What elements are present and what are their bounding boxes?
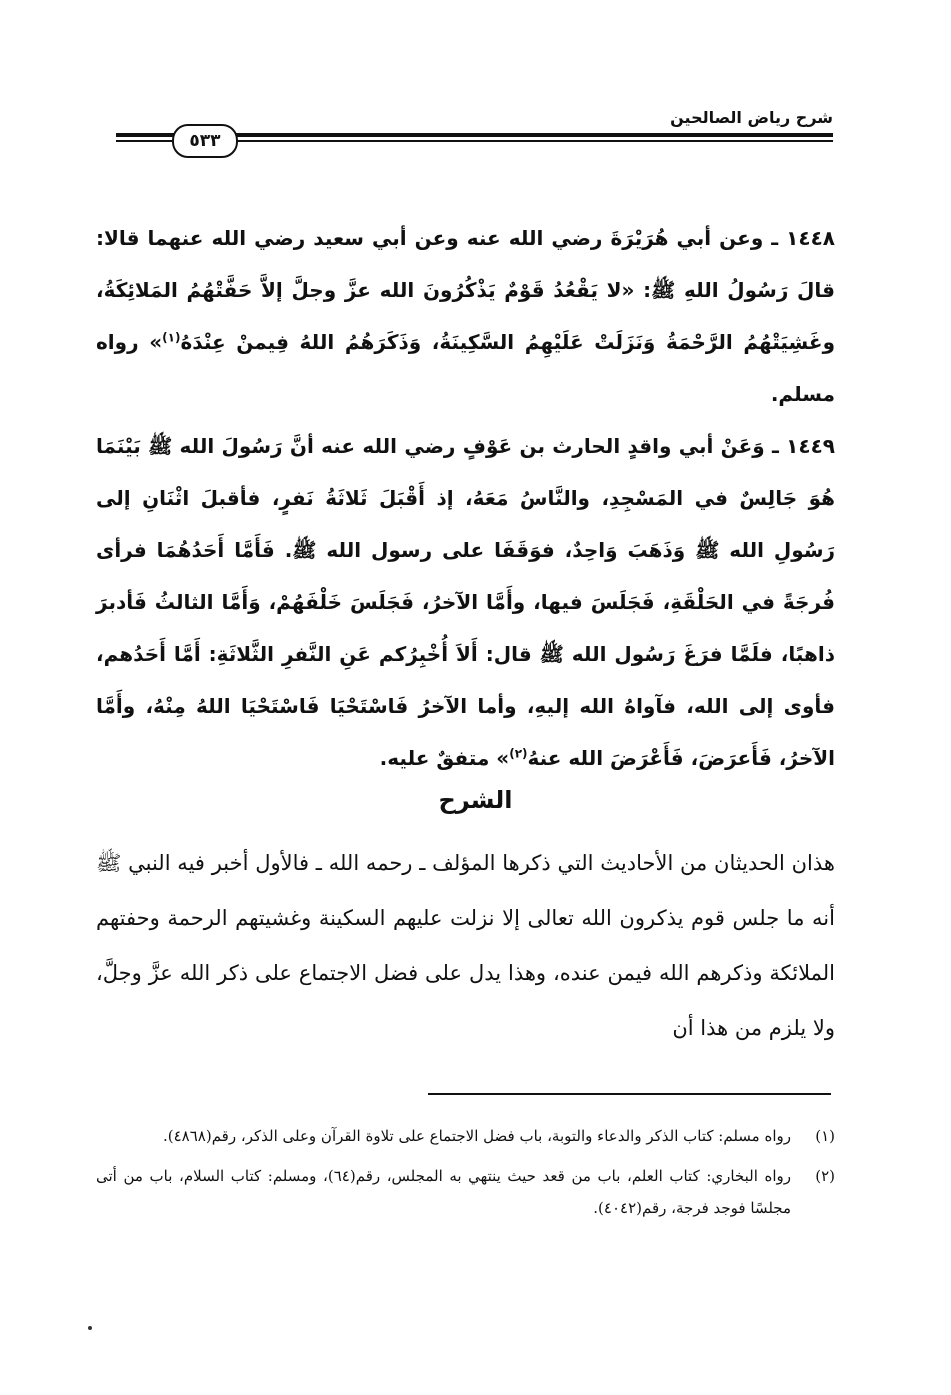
footnotes [96,1120,835,1232]
commentary-paragraph: هذان الحديثان من الأحاديث التي ذكرها المؤلف ـ رحمه الله ـ فالأول أخبر فيه النبي ﷺ أنه ما جلس قوم يذكرون الله تعالى إلا نزلت عليهم السكينة وغشيتهم الرحمة وحفتهم الملائكة وذكرهم الله فيمن عنده، وهذا يدل على فضل الاجتماع على ذكر الله عزَّ وجلَّ، ولا يلزم من هذا أن [96,851,835,1040]
footnote-text: رواه مسلم: كتاب الذكر والدعاء والتوبة، باب فضل الاجتماع على تلاوة القرآن وعلى الذكر، رقم(٤٨٦٨). [162,1127,791,1145]
hadith-1449 [96,420,835,784]
hadith-tail: » متفقٌ عليه. [379,746,510,770]
footnote-1 [96,1120,835,1152]
hadith-text: ١٤٤٩ ـ وَعَنْ أبي واقدٍ الحارث بن عَوْفٍ رضي الله عنه أنَّ رَسُولَ الله ﷺ بَيْنَمَا هُوَ جَالِسٌ في المَسْجِدِ، والنَّاسُ مَعَهُ، إذ أَقْبَلَ ثَلاثَةُ نَفرٍ، فأقبلَ اثْنَانِ إلى رَسُولِ الله ﷺ وَذَهَبَ وَاحِدٌ، فوَقَفَا على رسول الله ﷺ. فَأَمَّا أَحَدُهُمَا فرأى فُرجَةً في الحَلْقَةِ، فَجَلَسَ فيها، وأَمَّا الآخرُ، فَجَلَسَ خَلْفَهُمْ، وَأَمَّا الثالثُ فَأدبرَ ذاهبًا، فلَمَّا فرَغَ رَسُول الله ﷺ قال: أَلاَ أُخْبِرُكم عَنِ النَّفرِ الثَّلاثَةِ: أَمَّا أَحَدُهم، فأوى إلى الله، فآواهُ الله إليهِ، وأما الآخرُ فَاسْتَحْيَا فَاسْتَحْيَا اللهُ مِنْهُ، وأَمَّا الآخرُ، فَأَعرَضَ، فَأَعْرَضَ الله عنهُ [96,434,835,770]
running-title: شرح رياض الصالحين [670,108,833,127]
page-number: ٥٣٣ [172,124,238,158]
footnote-rule [428,1093,831,1095]
hadith-text: ١٤٤٨ ـ وعن أبي هُرَيْرَةَ رضي الله عنه وعن أبي سعيد رضي الله عنهما قالا: قالَ رَسُولُ اللهِ ﷺ: «لا يَقْعُدُ قَوْمٌ يَذْكُرُونَ الله عزَّ وجلَّ إلاَّ حَفَّتْهُمُ المَلائِكَةُ، وغَشِيَتْهُمُ الرَّحْمَةُ وَنَزَلَتْ عَلَيْهِمُ السَّكِينَةُ، وَذَكَرَهُمُ اللهُ فِيمنْ عِنْدَهُ [96,226,835,354]
hadith-1448 [96,212,835,420]
footnote-text: رواه البخاري: كتاب العلم، باب من قعد حيث ينتهي به المجلس، رقم(٦٤)، ومسلم: كتاب السلام، باب من أتى مجلسًا فوجد فرجة، رقم(٤٠٤٢). [96,1167,792,1217]
footnote-2 [96,1160,835,1224]
footnote-number: (٢) [815,1167,835,1185]
section-heading: الشرح [438,786,513,814]
footnote-ref-1: (١) [162,330,181,345]
footnote-number: (١) [815,1127,835,1145]
hadith-tail: » رواه مسلم. [96,330,835,406]
scan-speck [88,1326,92,1330]
footnote-ref-2: (٢) [509,746,528,761]
